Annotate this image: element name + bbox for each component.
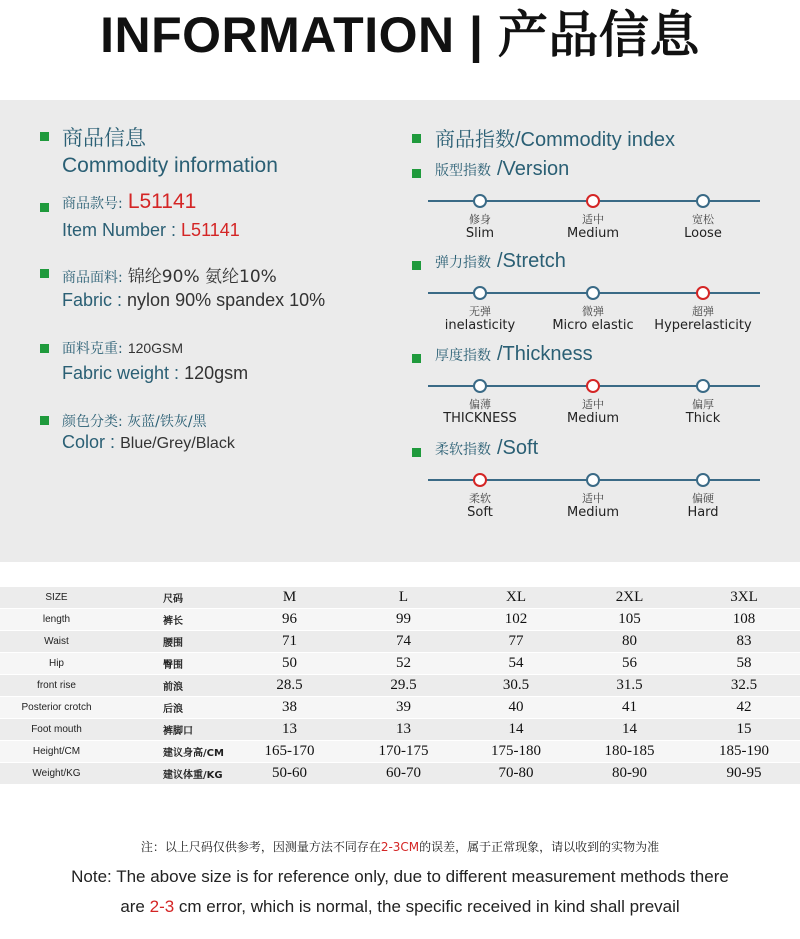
table-cell: XL xyxy=(461,587,571,609)
scale-dot xyxy=(473,286,487,300)
table-cell: 41 xyxy=(571,697,688,719)
size-table xyxy=(0,587,800,785)
color-zh: 颜色分类: 灰蓝/铁灰/黑 xyxy=(62,414,207,430)
table-cell: 71 xyxy=(233,631,346,653)
table-cell: 74 xyxy=(346,631,461,653)
bullet-icon xyxy=(40,132,49,141)
table-row xyxy=(0,763,800,785)
table-cell: 56 xyxy=(571,653,688,675)
scale-dot xyxy=(586,473,600,487)
table-cell: 50 xyxy=(233,653,346,675)
table-cell: 14 xyxy=(571,719,688,741)
left-heading-en: Commodity information xyxy=(62,154,278,177)
scale-option-label: 偏薄 THICKNESS xyxy=(443,398,517,426)
table-cell: 38 xyxy=(233,697,346,719)
note-en-line1: Note: The above size is for reference only, due to different measurement methods there xyxy=(71,867,729,886)
table-cell: 60-70 xyxy=(346,763,461,785)
table-cell: 3XL xyxy=(688,587,800,609)
scale-option-label: 适中 Medium xyxy=(567,398,619,426)
bullet-icon xyxy=(412,354,421,363)
table-cell: 108 xyxy=(688,609,800,631)
scale-dot-selected xyxy=(586,194,600,208)
table-cell: Posterior crotch xyxy=(0,697,113,719)
bullet-icon xyxy=(40,269,49,278)
table-cell: 180-185 xyxy=(571,741,688,763)
scale-dot xyxy=(473,194,487,208)
fabric-en: Fabric : nylon 90% spandex 10% xyxy=(62,290,326,310)
table-cell: 裤长 xyxy=(113,609,233,631)
table-cell: 裤脚口 xyxy=(113,719,233,741)
scale-dot-selected xyxy=(696,286,710,300)
scale-option-label: 无弹 inelasticity xyxy=(444,305,516,333)
scale-dot xyxy=(696,379,710,393)
table-cell: 80 xyxy=(571,631,688,653)
fabric-zh: 商品面料: 锦纶90% 氨纶10% xyxy=(62,267,277,287)
scale-heading: 弹力指数 /Stretch xyxy=(435,250,566,272)
table-row xyxy=(0,719,800,741)
table-cell: 175-180 xyxy=(461,741,571,763)
scale-dot xyxy=(696,194,710,208)
scale-heading: 版型指数 /Version xyxy=(435,158,570,180)
bullet-icon xyxy=(412,261,421,270)
table-cell: 105 xyxy=(571,609,688,631)
table-row xyxy=(0,697,800,719)
table-cell: Weight/KG xyxy=(0,763,113,785)
table-cell: 尺码 xyxy=(113,587,233,609)
table-cell: 52 xyxy=(346,653,461,675)
scale-option-label: 超弹 Hyperelasticity xyxy=(654,305,752,333)
table-row xyxy=(0,675,800,697)
bullet-icon xyxy=(40,344,49,353)
page-title: INFORMATION | 产品信息 xyxy=(100,7,700,63)
scale-dot xyxy=(473,379,487,393)
table-cell: 2XL xyxy=(571,587,688,609)
table-cell: 80-90 xyxy=(571,763,688,785)
table-cell: 13 xyxy=(233,719,346,741)
table-cell: 建议身高/CM xyxy=(113,741,233,763)
bullet-icon xyxy=(40,203,49,212)
table-cell: 99 xyxy=(346,609,461,631)
table-row xyxy=(0,631,800,653)
table-cell: 29.5 xyxy=(346,675,461,697)
table-cell: 77 xyxy=(461,631,571,653)
table-row xyxy=(0,653,800,675)
table-cell: 170-175 xyxy=(346,741,461,763)
table-cell: 后浪 xyxy=(113,697,233,719)
scale-dot xyxy=(586,286,600,300)
item-number-en: Item Number : L51141 xyxy=(62,220,240,240)
scale-option-label: 偏厚 Thick xyxy=(685,398,721,426)
table-cell: 40 xyxy=(461,697,571,719)
note-zh: 注：以上尺码仅供参考，因测量方法不同存在2-3CM的误差，属于正常现象，请以收到的实物为准 xyxy=(140,840,660,854)
scale-option-label: 微弹 Micro elastic xyxy=(552,305,634,333)
bullet-icon xyxy=(412,169,421,178)
table-cell: 前浪 xyxy=(113,675,233,697)
table-cell: 31.5 xyxy=(571,675,688,697)
bullet-icon xyxy=(412,134,421,143)
bullet-icon xyxy=(412,448,421,457)
left-heading-zh: 商品信息 xyxy=(62,126,146,150)
table-cell: 70-80 xyxy=(461,763,571,785)
table-cell: 14 xyxy=(461,719,571,741)
table-cell: 96 xyxy=(233,609,346,631)
scale-option-label: 宽松 Loose xyxy=(684,213,722,241)
scale-dot-selected xyxy=(586,379,600,393)
table-cell: 28.5 xyxy=(233,675,346,697)
table-cell: 58 xyxy=(688,653,800,675)
table-cell: M xyxy=(233,587,346,609)
item-number-zh: 商品款号: L51141 xyxy=(62,190,197,213)
weight-zh: 面料克重: 120GSM xyxy=(62,340,184,357)
note-en-line2: are 2-3 cm error, which is normal, the specific received in kind shall prevail xyxy=(120,897,680,916)
table-cell: 32.5 xyxy=(688,675,800,697)
scale-option-label: 适中 Medium xyxy=(567,213,619,241)
table-cell: 102 xyxy=(461,609,571,631)
scale-heading: 厚度指数 /Thickness xyxy=(435,343,593,365)
info-panel xyxy=(0,100,800,562)
table-cell: 185-190 xyxy=(688,741,800,763)
table-cell: Height/CM xyxy=(0,741,113,763)
table-cell: 165-170 xyxy=(233,741,346,763)
table-cell: Hip xyxy=(0,653,113,675)
table-cell: 建议体重/KG xyxy=(113,763,233,785)
scale-heading: 柔软指数 /Soft xyxy=(435,437,539,459)
table-cell: 15 xyxy=(688,719,800,741)
scale-option-label: 适中 Medium xyxy=(567,492,619,520)
table-cell: Foot mouth xyxy=(0,719,113,741)
table-cell: 90-95 xyxy=(688,763,800,785)
table-cell: 13 xyxy=(346,719,461,741)
scale-option-label: 修身 Slim xyxy=(465,213,495,241)
table-cell: 腰围 xyxy=(113,631,233,653)
table-cell: 54 xyxy=(461,653,571,675)
table-row xyxy=(0,609,800,631)
table-row xyxy=(0,587,800,609)
right-heading: 商品指数/Commodity index xyxy=(435,127,676,151)
table-cell: 42 xyxy=(688,697,800,719)
table-cell: length xyxy=(0,609,113,631)
table-row xyxy=(0,741,800,763)
table-cell: 50-60 xyxy=(233,763,346,785)
color-en: Color : Blue/Grey/Black xyxy=(62,432,235,452)
scale-dot-selected xyxy=(473,473,487,487)
scale-option-label: 柔软 Soft xyxy=(467,492,493,520)
scale-option-label: 偏硬 Hard xyxy=(687,492,719,520)
table-cell: 83 xyxy=(688,631,800,653)
bullet-icon xyxy=(40,416,49,425)
table-cell: 39 xyxy=(346,697,461,719)
table-cell: 30.5 xyxy=(461,675,571,697)
table-cell: SIZE xyxy=(0,587,113,609)
table-cell: L xyxy=(346,587,461,609)
scale-dot xyxy=(696,473,710,487)
weight-en: Fabric weight : 120gsm xyxy=(62,363,249,383)
table-cell: Waist xyxy=(0,631,113,653)
table-cell: front rise xyxy=(0,675,113,697)
table-cell: 臀围 xyxy=(113,653,233,675)
